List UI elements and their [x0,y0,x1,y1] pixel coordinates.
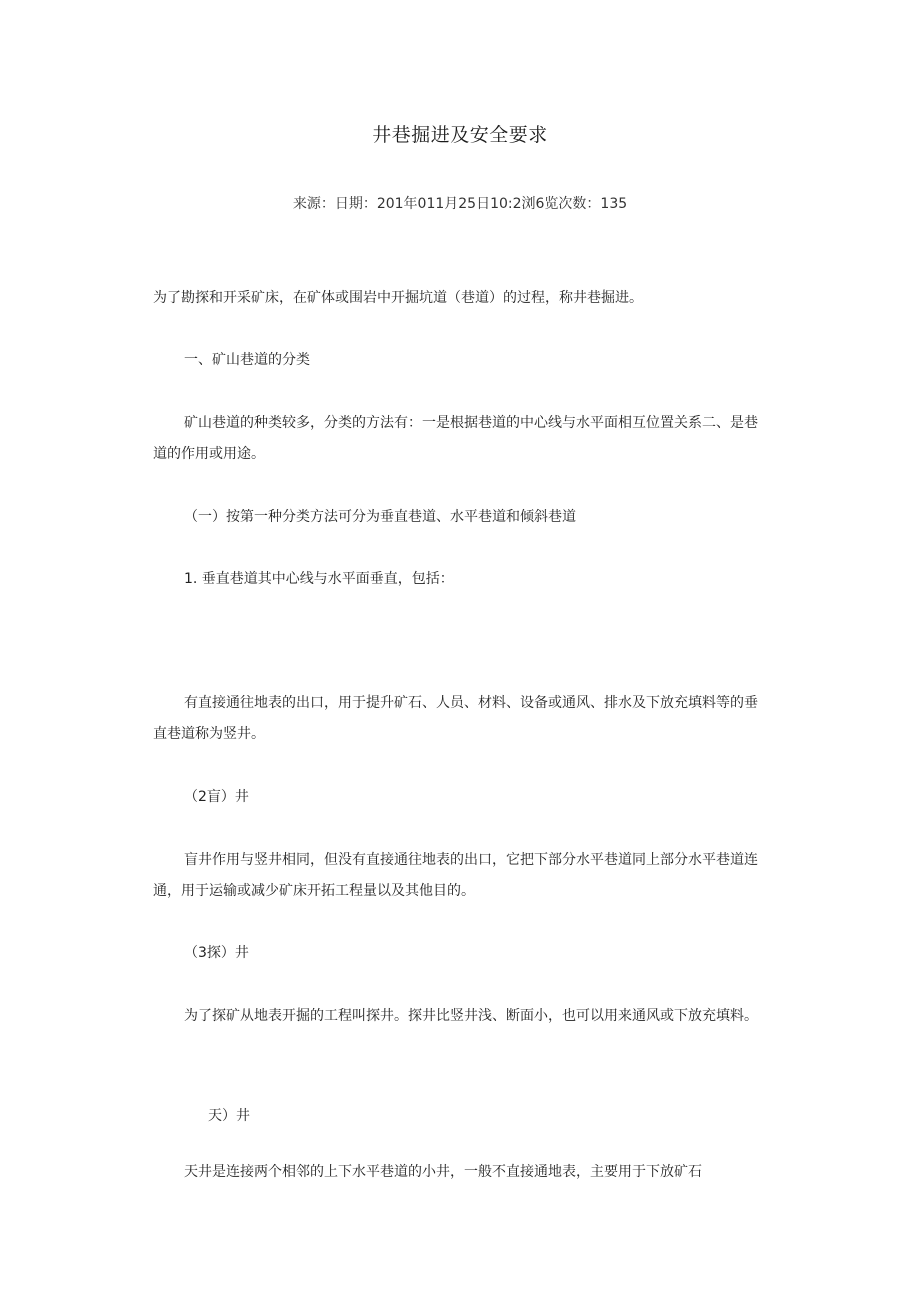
heading-blind-shaft: （2盲）井 [184,789,249,805]
document-title: 井巷掘进及安全要求 [372,124,548,146]
paragraph-exploration-shaft: 为了探矿从地表开掘的工程叫探井。探井比竖井浅、断面小，也可以用来通风或下放充填料。 [184,1008,758,1024]
subsection-heading-first-method: （一）按第一种分类方法可分为垂直巷道、水平巷道和倾斜巷道 [184,509,576,525]
section-heading-classification: 一、矿山巷道的分类 [184,352,310,368]
list-item-vertical-roadway: 1. 垂直巷道其中心线与水平面垂直，包括： [184,571,454,587]
document-meta: 来源：日期：201年011月25日10:2浏6览次数：135 [292,196,628,212]
paragraph-classification-methods: 矿山巷道的种类较多，分类的方法有：一是根据巷道的中心线与水平面相互位置关系二、是巷道的作用或用途。 [153,415,758,462]
paragraph-blind-shaft: 盲井作用与竖井相同，但没有直接通往地表的出口，它把下部分水平巷道同上部分水平巷道连通，用于运输或减少矿床开拓工程量以及其他目的。 [153,852,758,899]
heading-exploration-shaft: （3探）井 [184,945,249,961]
paragraph-shaft: 有直接通往地表的出口，用于提升矿石、人员、材料、设备或通风、排水及下放充填料等的垂直巷道称为竖井。 [153,695,758,742]
paragraph-raise: 天井是连接两个相邻的上下水平巷道的小井，一般不直接通地表，主要用于下放矿石 [184,1164,702,1180]
heading-raise: 天）井 [208,1108,250,1124]
paragraph-intro: 为了勘探和开采矿床，在矿体或围岩中开掘坑道（巷道）的过程，称井巷掘进。 [153,290,643,306]
